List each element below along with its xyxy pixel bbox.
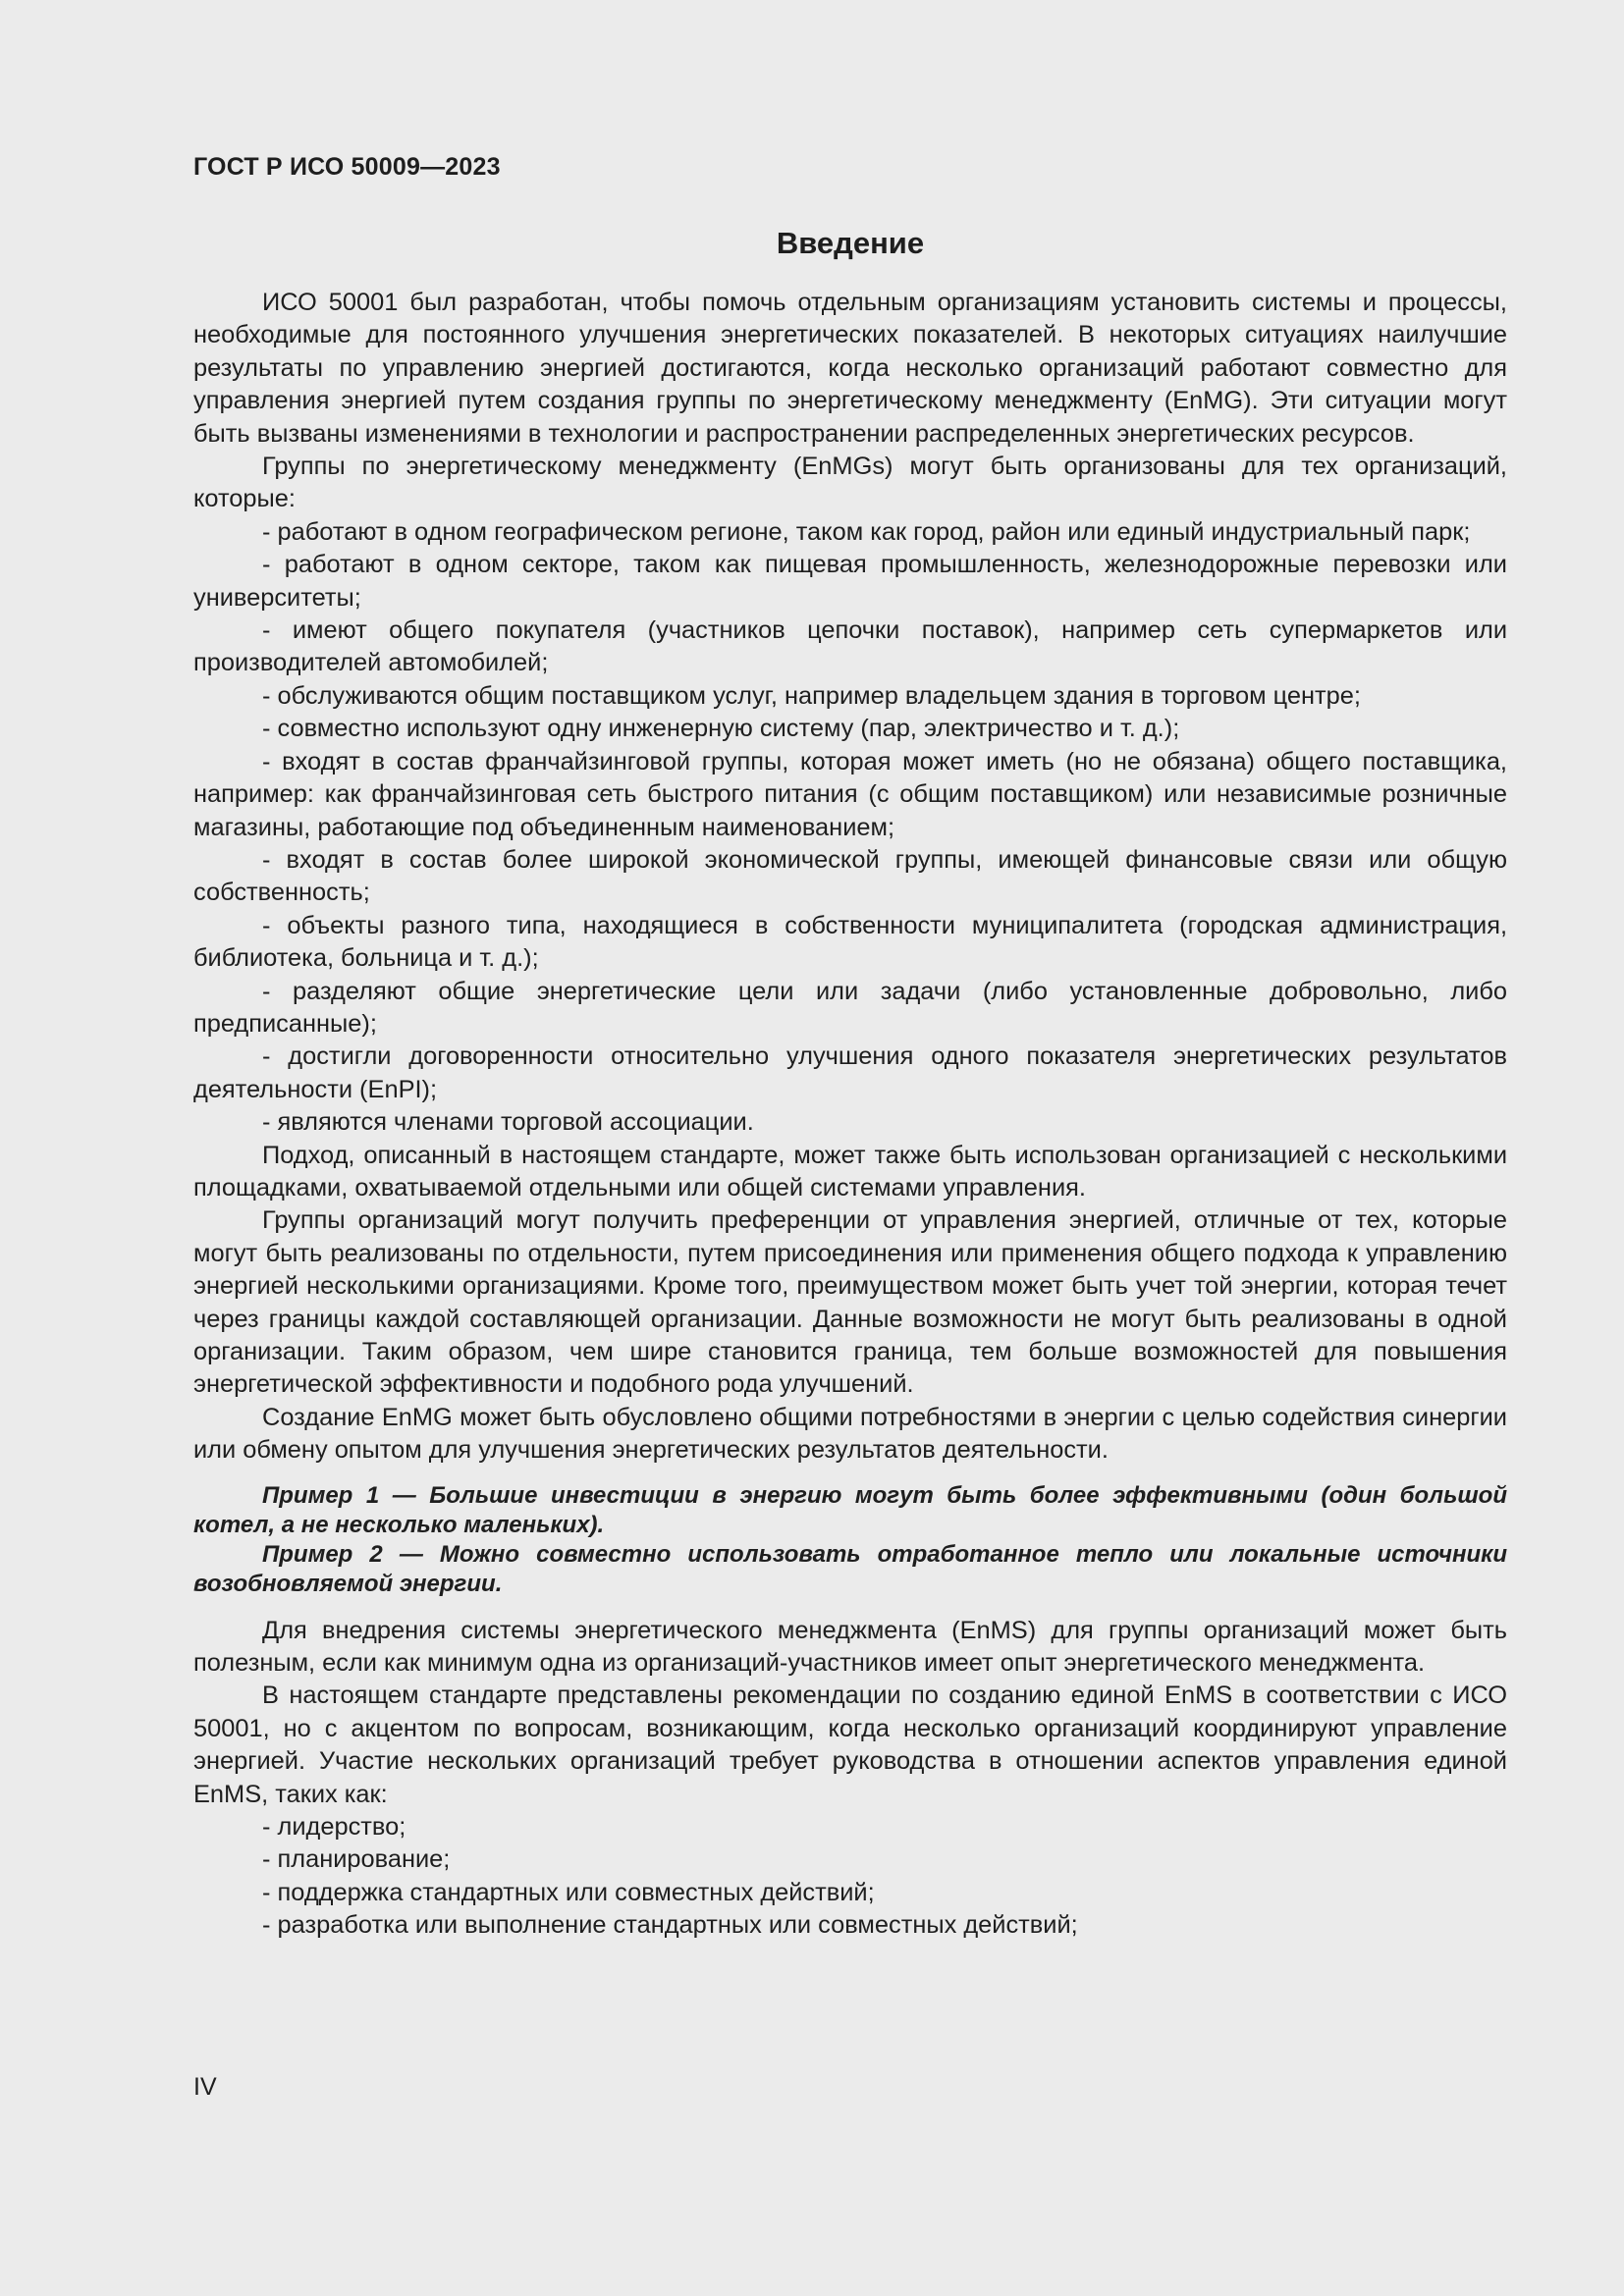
list-item: - лидерство; bbox=[262, 1813, 406, 1842]
list-item: - являются членами торговой ассоциации. bbox=[262, 1108, 754, 1137]
list-item: - входят в состав франчайзинговой группы, которая может иметь (но не обязана) общего поставщика, например: как франчайзинговая сеть быстрого питания (с общим поставщиком) или независимые розничные магазины, работающие под объединенным наименованием; bbox=[193, 747, 1507, 841]
list-item: - поддержка стандартных или совместных действий; bbox=[262, 1878, 875, 1906]
document-body bbox=[193, 287, 1507, 1943]
list-item: - работают в одном географическом регионе, таком как город, район или единый индустриальный парк; bbox=[262, 517, 1471, 546]
list-item: - совместно используют одну инженерную систему (пар, электричество и т. д.); bbox=[262, 715, 1180, 743]
list-item: - работают в одном секторе, таком как пищевая промышленность, железнодорожные перевозки или университеты; bbox=[193, 551, 1507, 612]
list-item: - планирование; bbox=[262, 1845, 451, 1874]
body-paragraph: Для внедрения системы энергетического менеджмента (EnMS) для группы организаций может быть полезным, если как минимум одна из организаций-участников имеет опыт энергетического менеджмента. bbox=[193, 1616, 1507, 1678]
body-paragraph: Группы по энергетическому менеджменту (EnMGs) могут быть организованы для тех организаций, которые: bbox=[193, 453, 1507, 513]
page-number: IV bbox=[193, 2073, 217, 2101]
example-1: Пример 1 — Большие инвестиции в энергию могут быть более эффективными (один большой котел, а не несколько маленьких). bbox=[193, 1481, 1507, 1538]
example-2: Пример 2 — Можно совместно использовать отработанное тепло или локальные источники возобновляемой энергии. bbox=[193, 1540, 1507, 1597]
list-item: - обслуживаются общим поставщиком услуг, например владельцем здания в торговом центре; bbox=[262, 681, 1361, 710]
list-item: - разделяют общие энергетические цели или задачи (либо установленные добровольно, либо предписанные); bbox=[193, 977, 1507, 1038]
standard-header: ГОСТ Р ИСО 50009—2023 bbox=[193, 153, 501, 181]
list-item: - достигли договоренности относительно улучшения одного показателя энергетических результатов деятельности (EnPI); bbox=[193, 1042, 1507, 1103]
list-item: - разработка или выполнение стандартных или совместных действий; bbox=[262, 1911, 1078, 1940]
body-paragraph: В настоящем стандарте представлены рекомендации по созданию единой EnMS в соответствии с ИСО 50001, но с акцентом по вопросам, возникающим, когда несколько организаций координируют управление энергией. Участие нескольких организаций требует руководства в отношении аспектов управления единой EnMS, таких как: bbox=[193, 1682, 1507, 1808]
body-paragraph: Создание EnMG может быть обусловлено общими потребностями в энергии с целью содействия синергии или обмену опытом для улучшения энергетических результатов деятельности. bbox=[193, 1403, 1507, 1465]
body-paragraph: Подход, описанный в настоящем стандарте, может также быть использован организацией с несколькими площадками, охватываемой отдельными или общей системами управления. bbox=[193, 1141, 1507, 1201]
body-paragraph: Группы организаций могут получить преференции от управления энергией, отличные от тех, которые могут быть реализованы по отдельности, путем присоединения или применения общего подхода к управлению энергией несколькими организациями. Кроме того, преимуществом может быть учет той энергии, которая течет через границы каждой составляющей организации. Данные возможности не могут быть реализованы в одной организации. Таким образом, чем шире становится граница, тем больше возможностей для повышения энергетической эффективности и подобного рода улучшений. bbox=[193, 1206, 1507, 1399]
intro-paragraph: ИСО 50001 был разработан, чтобы помочь отдельным организациям установить системы и процессы, необходимые для постоянного улучшения энергетических показателей. В некоторых ситуациях наилучшие результаты по управлению энергией достигаются, когда несколько организаций работают совместно для управления энергией путем создания группы по энергетическому менеджменту (EnMG). Эти ситуации могут быть вызваны изменениями в технологии и распространении распределенных энергетических ресурсов. bbox=[193, 289, 1507, 448]
list-item: - входят в состав более широкой экономической группы, имеющей финансовые связи или общую собственность; bbox=[193, 845, 1507, 907]
section-title: Введение bbox=[776, 226, 925, 260]
list-item: - объекты разного типа, находящиеся в собственности муниципалитета (городская администрация, библиотека, больница и т. д.); bbox=[193, 911, 1507, 973]
list-item: - имеют общего покупателя (участников цепочки поставок), например сеть супермаркетов или производителей автомобилей; bbox=[193, 616, 1507, 677]
